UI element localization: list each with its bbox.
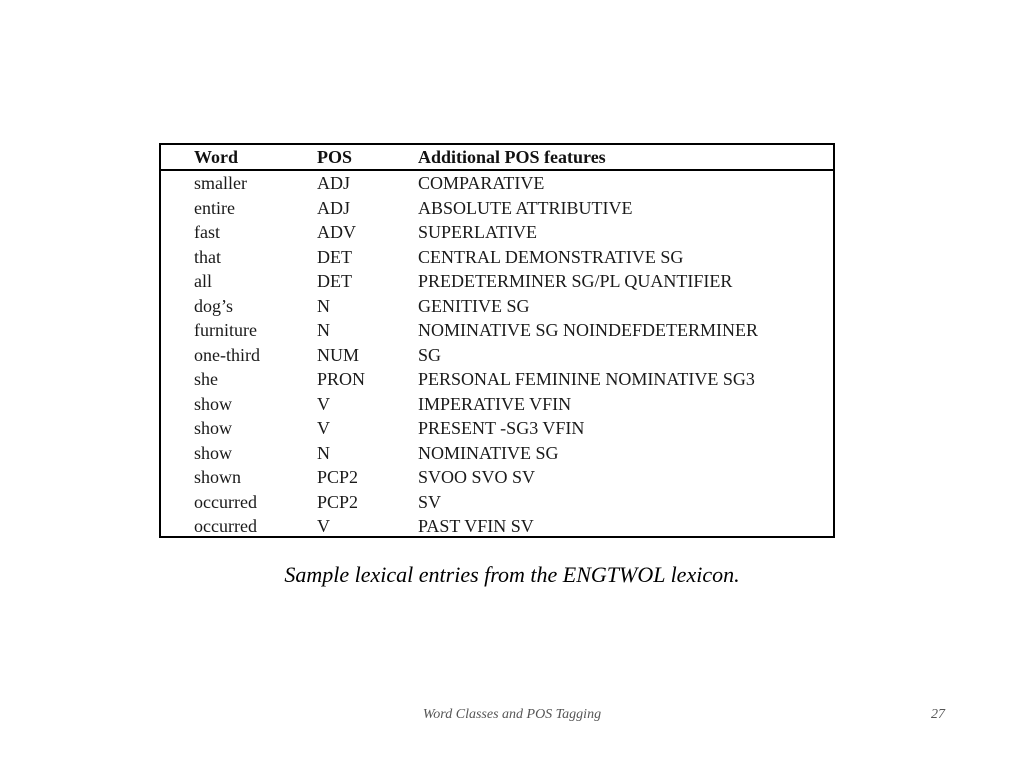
cell-word: show xyxy=(194,442,233,463)
cell-features: NOMINATIVE SG NOINDEFDETERMINER xyxy=(418,320,758,340)
cell-features: PRESENT -SG3 VFIN xyxy=(418,418,585,438)
cell-features: SVOO SVO SV xyxy=(418,467,536,487)
cell-features: IMPERATIVE VFIN xyxy=(418,393,572,414)
cell-word: she xyxy=(194,369,218,389)
cell-pos: PCP2 xyxy=(317,467,359,487)
table-row xyxy=(161,245,833,270)
cell-word: show xyxy=(194,418,233,438)
cell-pos: V xyxy=(317,393,330,414)
cell-features: PREDETERMINER SG/PL QUANTIFIER xyxy=(418,271,733,291)
table-row xyxy=(161,465,833,490)
cell-word: dog’s xyxy=(194,295,234,316)
table-row xyxy=(161,269,833,294)
cell-pos: DET xyxy=(317,246,352,267)
table-row xyxy=(161,220,833,245)
cell-features: SV xyxy=(418,491,442,512)
cell-pos: ADJ xyxy=(317,197,351,218)
cell-pos: N xyxy=(317,320,330,340)
cell-features: PAST VFIN SV xyxy=(418,516,534,536)
figure-caption: Sample lexical entries from the ENGTWOL lexicon. xyxy=(284,562,740,587)
cell-features: PERSONAL FEMININE NOMINATIVE SG3 xyxy=(418,369,755,389)
cell-word: occurred xyxy=(194,491,257,512)
cell-features: SG xyxy=(418,344,442,365)
cell-features: GENITIVE SG xyxy=(418,295,530,316)
cell-pos: N xyxy=(317,442,330,463)
cell-word: occurred xyxy=(194,516,257,536)
page-number: 27 xyxy=(931,707,945,722)
footer-title: Word Classes and POS Tagging xyxy=(422,707,602,722)
table-row xyxy=(161,490,833,515)
header-features: Additional POS features xyxy=(418,147,606,167)
cell-pos: V xyxy=(317,516,330,536)
cell-word: one-third xyxy=(194,344,260,365)
cell-pos: NUM xyxy=(317,344,360,365)
cell-word: fast xyxy=(194,222,220,242)
cell-pos: PCP2 xyxy=(317,491,359,512)
table-row xyxy=(161,514,833,539)
cell-word: furniture xyxy=(194,320,257,340)
cell-pos: PRON xyxy=(317,369,366,389)
cell-word: show xyxy=(194,393,233,414)
cell-features: COMPARATIVE xyxy=(418,173,545,193)
cell-pos: N xyxy=(317,295,330,316)
cell-word: that xyxy=(194,246,221,267)
cell-features: CENTRAL DEMONSTRATIVE SG xyxy=(418,246,684,267)
table-row xyxy=(161,318,833,343)
table-row xyxy=(161,343,833,368)
header-word: Word xyxy=(194,147,239,167)
table-body xyxy=(161,171,833,536)
table-row xyxy=(161,416,833,441)
cell-pos: ADV xyxy=(317,222,356,242)
cell-word: smaller xyxy=(194,173,247,193)
cell-features: NOMINATIVE SG xyxy=(418,442,559,463)
cell-word: entire xyxy=(194,197,235,218)
cell-pos: V xyxy=(317,418,330,438)
cell-word: all xyxy=(194,271,212,291)
table-header xyxy=(161,145,833,171)
cell-features: ABSOLUTE ATTRIBUTIVE xyxy=(418,197,633,218)
cell-word: shown xyxy=(194,467,242,487)
header-pos: POS xyxy=(317,147,353,167)
table-row xyxy=(161,392,833,417)
table-row xyxy=(161,294,833,319)
cell-pos: ADJ xyxy=(317,173,351,193)
table-row xyxy=(161,367,833,392)
cell-features: SUPERLATIVE xyxy=(418,222,538,242)
table-row xyxy=(161,441,833,466)
cell-pos: DET xyxy=(317,271,352,291)
table-row xyxy=(161,171,833,196)
table-row xyxy=(161,196,833,221)
lexicon-table xyxy=(159,143,835,538)
